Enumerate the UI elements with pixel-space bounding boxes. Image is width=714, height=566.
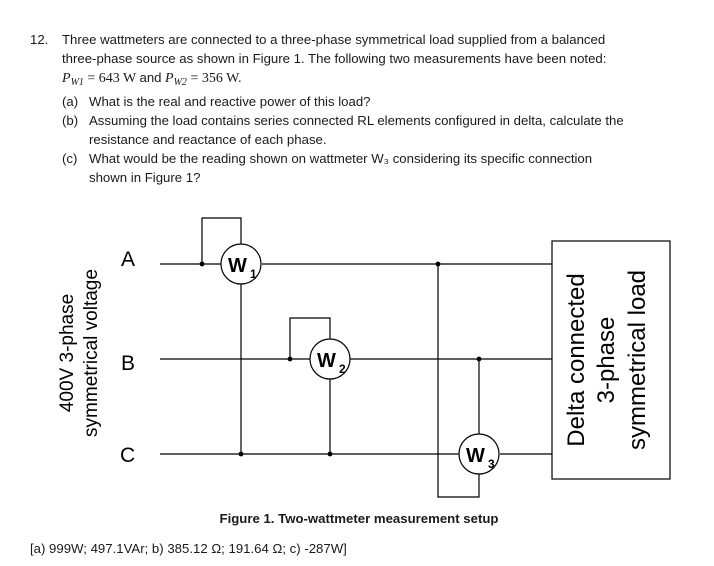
wattmeter-w1	[221, 244, 261, 284]
sub-question-label: (a)	[62, 94, 79, 109]
sub-question-text: resistance and reactance of each phase.	[89, 132, 327, 147]
pw1-symbol: P	[62, 71, 71, 86]
sub-question-text: What is the real and reactive power of this load?	[89, 94, 371, 109]
question-intro-line-1: Three wattmeters are connected to a three-phase symmetrical load supplied from a balanced	[62, 32, 606, 47]
load-label-line-1: Delta connected	[563, 273, 590, 447]
figure-caption-text: Figure 1. Two-wattmeter measurement setup	[219, 511, 499, 526]
sub-question-label: (b)	[62, 113, 79, 128]
wattmeter-letter: W	[228, 255, 247, 277]
wattmeter-letter: W	[317, 350, 336, 372]
question-number: 12.	[30, 32, 49, 47]
pw1-subscript: W1	[70, 77, 84, 88]
sub-question-text: What would be the reading shown on wattmeter W₃ considering its specific connection	[89, 151, 593, 166]
junction-dot	[328, 452, 333, 457]
wattmeter-letter: W	[466, 445, 485, 467]
junction-dot	[288, 357, 293, 362]
source-label-line-2: symmetrical voltage	[81, 269, 102, 437]
pw1-value: = 643 W	[87, 71, 137, 86]
phase-label-c: C	[120, 444, 136, 467]
answer-line: [a) 999W; 497.1VAr; b) 385.12 Ω; 191.64 Ω; c) -287W]	[30, 541, 347, 556]
sub-question-text: shown in Figure 1?	[89, 170, 201, 185]
load-label-line-3: symmetrical load	[624, 269, 651, 451]
pw2-value: = 356 W.	[190, 71, 242, 86]
phase-label-a: A	[121, 248, 136, 271]
junction-dot	[477, 357, 482, 362]
pw2-subscript: W2	[173, 77, 187, 88]
junction-dot	[200, 262, 205, 267]
question-intro-line-2: three-phase source as shown in Figure 1. The following two measurements have been noted:	[62, 51, 607, 66]
and-word: and	[139, 70, 162, 85]
wattmeter-subscript: 2	[339, 362, 346, 376]
wattmeter-w3	[459, 434, 499, 474]
wattmeter-w2	[310, 339, 350, 379]
phase-label-b: B	[121, 352, 136, 375]
junction-dot	[436, 262, 441, 267]
load-label-line-2: 3-phase	[593, 316, 620, 404]
junction-dot	[239, 452, 244, 457]
wattmeter-subscript: 3	[488, 457, 495, 471]
figure-caption	[0, 511, 714, 526]
pw2-symbol: P	[165, 71, 174, 86]
source-label-line-1: 400V 3-phase	[57, 293, 78, 413]
sub-question-text: Assuming the load contains series connected RL elements configured in delta, calculate the	[89, 113, 624, 128]
sub-question-label: (c)	[62, 151, 78, 166]
wattmeter-subscript: 1	[250, 267, 257, 281]
